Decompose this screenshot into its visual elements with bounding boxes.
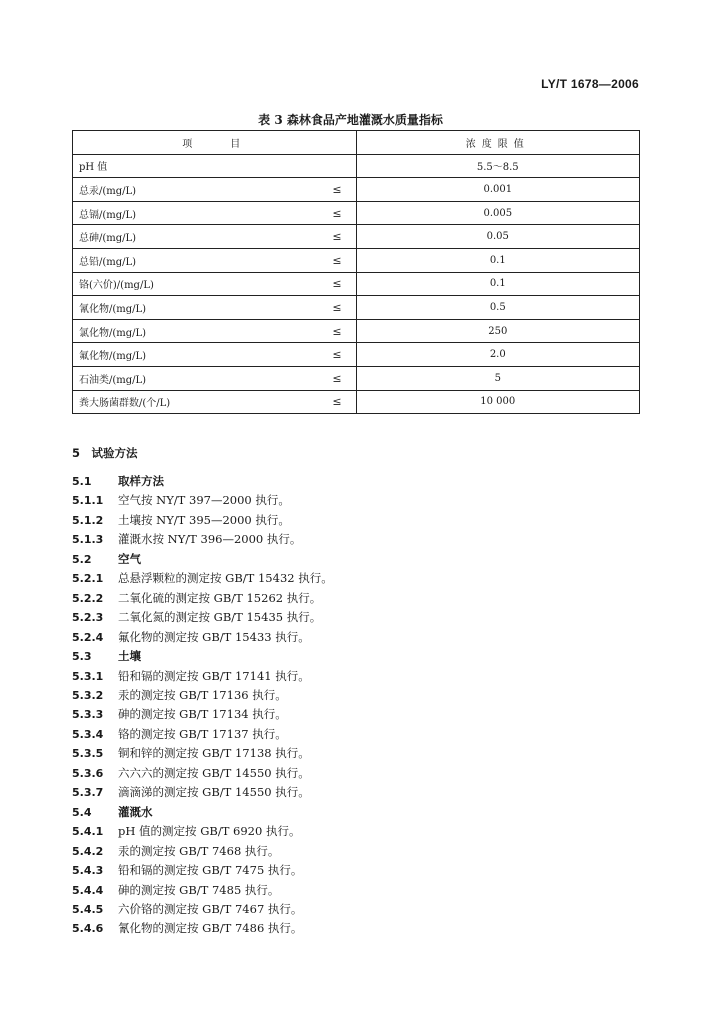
row-limit-value: 0.5 (356, 296, 639, 320)
row-limit-value: 5.5～8.5 (356, 154, 639, 178)
clause-number: 5.3.2 (72, 689, 104, 702)
row-item-name: 氟化物/(mg/L) (79, 351, 147, 363)
clause-number: 5.2.3 (72, 611, 104, 625)
clause-text: 铅和镉的测定按 GB/T 7475 执行。 (118, 863, 303, 877)
row-item-cell (73, 390, 357, 414)
table-row (73, 225, 640, 249)
clause-text: 砷的测定按 GB/T 17134 执行。 (118, 707, 287, 722)
table-header-row (73, 131, 640, 155)
table-row (73, 178, 640, 202)
row-item-cell (73, 248, 357, 272)
clause-number: 5.3.4 (72, 727, 104, 741)
clause-line (72, 590, 321, 606)
row-limit-value: 0.001 (356, 178, 639, 202)
clause-text: 灌溉水 (118, 804, 153, 819)
row-operator: ≤ (332, 206, 342, 220)
row-limit-value: 5 (356, 366, 639, 390)
row-item-cell (73, 366, 357, 390)
row-operator: ≤ (332, 230, 342, 244)
row-item-cell (73, 154, 357, 178)
row-operator: ≤ (332, 395, 342, 409)
row-item-cell (73, 296, 357, 320)
clause-line (72, 706, 287, 722)
row-item-cell (73, 178, 357, 202)
clause-number: 5.2 (72, 552, 92, 566)
clause-line (72, 531, 301, 547)
clause-text: 空气 (118, 551, 141, 566)
clause-text: 灌溉水按 NY/T 396—2000 执行。 (118, 532, 302, 547)
standard-code: LY/T 1678—2006 (541, 77, 639, 91)
clause-number: 5.1.1 (72, 494, 104, 508)
row-item-name: 粪大肠菌群数/(个/L) (79, 398, 171, 410)
table-row (73, 201, 640, 225)
row-item-name: 总铅/(mg/L) (79, 256, 137, 268)
clause-text: 滴滴涕的测定按 GB/T 14550 执行。 (118, 785, 310, 800)
row-limit-value: 0.005 (356, 201, 639, 225)
row-operator: ≤ (332, 253, 342, 267)
row-limit-value: 0.05 (356, 225, 639, 249)
section-heading: 5 试验方法 (72, 446, 138, 460)
clause-number: 5.3.3 (72, 708, 104, 722)
clause-text: 六价铬的测定按 GB/T 7467 执行。 (118, 901, 303, 916)
clause-line (72, 609, 321, 625)
row-item-name: 总镉/(mg/L) (79, 209, 137, 221)
clause-line (72, 882, 279, 898)
table-row (73, 154, 640, 178)
clause-text: 汞的测定按 GB/T 17136 执行。 (118, 688, 287, 702)
clause-text: 铬的测定按 GB/T 17137 执行。 (118, 726, 287, 741)
clause-line (72, 784, 310, 800)
clause-line (72, 765, 310, 781)
clause-line (72, 687, 287, 703)
row-operator: ≤ (332, 348, 342, 362)
clause-text: 铜和锌的测定按 GB/T 17138 执行。 (118, 746, 310, 761)
table-row (73, 272, 640, 296)
row-item-cell (73, 272, 357, 296)
clause-text: 铅和镉的测定按 GB/T 17141 执行。 (118, 668, 310, 683)
clause-text: 取样方法 (118, 474, 164, 488)
clause-text: 二氧化氮的测定按 GB/T 15435 执行。 (118, 610, 322, 625)
row-limit-value: 10 000 (356, 390, 639, 414)
clause-line (72, 668, 310, 684)
subsection-heading (72, 648, 141, 664)
row-limit-value: 0.1 (356, 248, 639, 272)
clause-number: 5.4.5 (72, 902, 104, 916)
row-item-name: 石油类/(mg/L) (79, 374, 147, 386)
clause-number: 5.4.6 (72, 922, 104, 936)
row-limit-value: 250 (356, 319, 639, 343)
row-operator: ≤ (332, 324, 342, 338)
clause-number: 5.2.4 (72, 630, 104, 644)
table-row (73, 296, 640, 320)
water-quality-table (72, 130, 640, 414)
clause-text: 氰化物的测定按 GB/T 7486 执行。 (118, 921, 303, 936)
column-header-item: 项 目 (73, 131, 357, 155)
column-header-limit: 浓度限值 (356, 131, 639, 155)
clause-line (72, 920, 302, 936)
clause-number: 5.3.5 (72, 747, 104, 761)
clause-number: 5.3.6 (72, 766, 104, 780)
clause-text: 二氧化硫的测定按 GB/T 15262 执行。 (118, 590, 322, 605)
clause-line (72, 570, 333, 586)
clause-number: 5.3 (72, 650, 92, 663)
clause-line (72, 512, 290, 528)
table-row (73, 248, 640, 272)
clause-number: 5.4.4 (72, 883, 104, 897)
clause-number: 5.1.2 (72, 513, 104, 527)
row-operator: ≤ (332, 300, 342, 314)
row-item-cell (73, 343, 357, 367)
clause-number: 5.1 (72, 475, 92, 488)
clause-line (72, 901, 302, 917)
clause-number: 5.1.3 (72, 533, 104, 547)
clause-number: 5.2.2 (72, 591, 104, 605)
row-item-name: 铬(六价)/(mg/L) (79, 280, 154, 292)
clause-text: 氟化物的测定按 GB/T 15433 执行。 (118, 629, 310, 644)
clause-text: pH 值的测定按 GB/T 6920 执行。 (118, 824, 301, 839)
row-item-name: 总砷/(mg/L) (79, 233, 137, 245)
row-operator: ≤ (332, 371, 342, 385)
clause-text: 六六六的测定按 GB/T 14550 执行。 (118, 765, 310, 780)
row-item-cell (73, 319, 357, 343)
clause-line (72, 492, 290, 508)
row-item-name: 氯化物/(mg/L) (79, 327, 147, 339)
subsection-heading (72, 804, 153, 820)
clause-line (72, 629, 310, 645)
clause-text: 汞的测定按 GB/T 7468 执行。 (118, 843, 280, 858)
table-row (73, 390, 640, 414)
clause-number: 5.4.1 (72, 825, 104, 839)
row-item-name: 氰化物/(mg/L) (79, 303, 147, 315)
clause-line (72, 862, 302, 878)
clause-line (72, 745, 310, 761)
subsection-heading (72, 473, 164, 489)
table-row (73, 343, 640, 367)
clause-text: 总悬浮颗粒的测定按 GB/T 15432 执行。 (118, 571, 333, 586)
clause-line (72, 843, 279, 859)
clause-number: 5.2.1 (72, 572, 104, 586)
table-body (73, 154, 640, 414)
row-operator: ≤ (332, 182, 342, 196)
row-item-name: pH 值 (79, 162, 108, 174)
table-row (73, 319, 640, 343)
row-item-cell (73, 201, 357, 225)
clause-line (72, 726, 287, 742)
subsection-heading (72, 551, 141, 567)
row-item-cell (73, 225, 357, 249)
clause-number: 5.3.7 (72, 786, 104, 800)
row-limit-value: 2.0 (356, 343, 639, 367)
row-limit-value: 0.1 (356, 272, 639, 296)
clause-text: 砷的测定按 GB/T 7485 执行。 (118, 882, 280, 897)
clause-number: 5.4 (72, 805, 92, 819)
clause-number: 5.4.2 (72, 844, 104, 858)
row-operator: ≤ (332, 277, 342, 291)
clause-text: 土壤按 NY/T 395—2000 执行。 (118, 512, 290, 527)
table-row (73, 366, 640, 390)
clause-text: 土壤 (118, 649, 141, 663)
clause-number: 5.3.1 (72, 669, 104, 683)
row-item-name: 总汞/(mg/L) (79, 185, 137, 197)
clause-line (72, 823, 300, 839)
clause-text: 空气按 NY/T 397—2000 执行。 (118, 493, 290, 508)
clause-number: 5.4.3 (72, 864, 104, 877)
table-title: 表 3 森林食品产地灌溉水质量指标 (258, 113, 443, 127)
